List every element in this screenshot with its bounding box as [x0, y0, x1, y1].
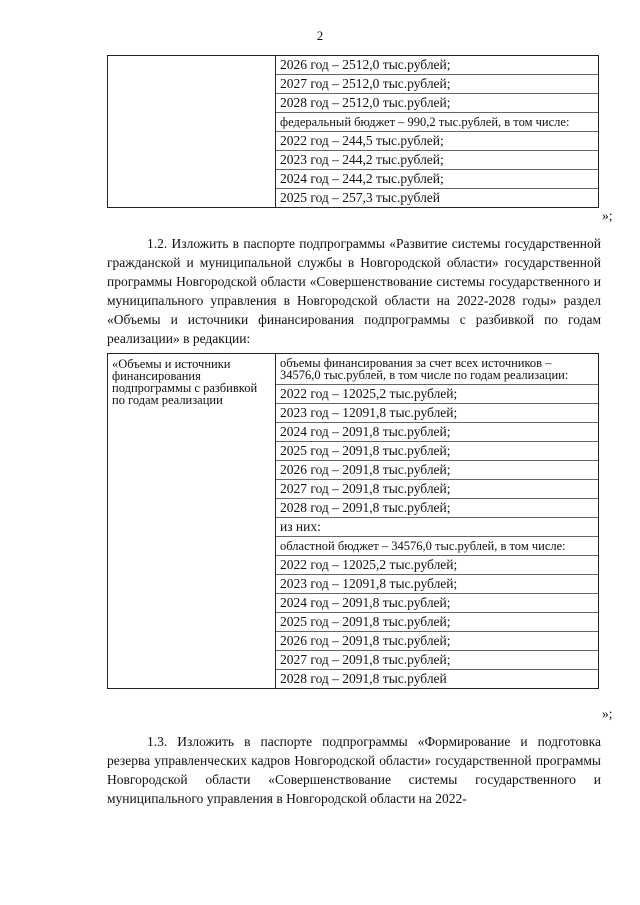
- table1-line: 2022 год – 244,5 тыс.рублей;: [276, 132, 598, 151]
- paragraph-1-2: 1.2. Изложить в паспорте подпрограммы «Развитие системы государственной гражданской и муниципальной службы в Новгородской области» государственной программы Новгородской области «Совершенствование системы государственного и муниципального управления в Новгородской области на 2022-2028 годы» раздел «Объемы и источники финансирования подпрограммы с разбивкой по годам реализации» в редакции:: [107, 236, 601, 346]
- table2-closing-quote: »;: [602, 706, 613, 721]
- table2-line: 2025 год – 2091,8 тыс.рублей;: [276, 442, 598, 461]
- table2-left-cell: [108, 354, 276, 689]
- table1-line: федеральный бюджет – 990,2 тыс.рублей, в том числе:: [276, 113, 598, 132]
- page-number: 2: [316, 28, 324, 43]
- table2-right-cell: [276, 354, 599, 689]
- table2-line: 2027 год – 2091,8 тыс.рублей;: [276, 480, 598, 499]
- table1-right-cell: [276, 56, 599, 208]
- table1-line: 2023 год – 244,2 тыс.рублей;: [276, 151, 598, 170]
- table2-line: 2026 год – 2091,8 тыс.рублей;: [276, 461, 598, 480]
- table2-line: 2023 год – 12091,8 тыс.рублей;: [276, 575, 598, 594]
- table1-closing-quote: »;: [602, 208, 613, 223]
- table2-line: 2026 год – 2091,8 тыс.рублей;: [276, 632, 598, 651]
- table1-line: 2028 год – 2512,0 тыс.рублей;: [276, 94, 598, 113]
- table1-left-label: [108, 56, 275, 60]
- table2-line: 2024 год – 2091,8 тыс.рублей;: [276, 423, 598, 442]
- financing-table-1: [107, 55, 599, 208]
- table1-line: 2024 год – 244,2 тыс.рублей;: [276, 170, 598, 189]
- table1-line: 2026 год – 2512,0 тыс.рублей;: [276, 56, 598, 75]
- table2-line: 2028 год – 2091,8 тыс.рублей: [280, 671, 447, 686]
- table2-line: 2022 год – 12025,2 тыс.рублей;: [276, 385, 598, 404]
- table1-left-cell: [108, 56, 276, 208]
- table2-line: 2023 год – 12091,8 тыс.рублей;: [276, 404, 598, 423]
- table2-line: 2024 год – 2091,8 тыс.рублей;: [276, 594, 598, 613]
- table1-line: 2027 год – 2512,0 тыс.рублей;: [276, 75, 598, 94]
- table2-line: 2028 год – 2091,8 тыс.рублей;: [276, 499, 598, 518]
- table2-line: из них:: [276, 518, 598, 537]
- table2-line: 2027 год – 2091,8 тыс.рублей;: [276, 651, 598, 670]
- table1-line: 2025 год – 257,3 тыс.рублей: [280, 190, 441, 205]
- table2-line: объемы финансирования за счет всех источников – 34576,0 тыс.рублей, в том числе по годам реализации:: [276, 354, 598, 385]
- table2-line: 2022 год – 12025,2 тыс.рублей;: [276, 556, 598, 575]
- table2-left-label: «Объемы и источники финансирования подпрограммы с разбивкой по годам реализации: [112, 357, 258, 407]
- table2-line: 2025 год – 2091,8 тыс.рублей;: [276, 613, 598, 632]
- financing-table-2: [107, 353, 599, 689]
- table2-line: областной бюджет – 34576,0 тыс.рублей, в том числе:: [276, 537, 598, 556]
- paragraph-1-3: 1.3. Изложить в паспорте подпрограммы «Формирование и подготовка резерва управленческих кадров Новгородской области» государственной программы Новгородской области «Совершенствование системы государственного и муниципального управления в Новгородской области на 2022-: [107, 734, 601, 806]
